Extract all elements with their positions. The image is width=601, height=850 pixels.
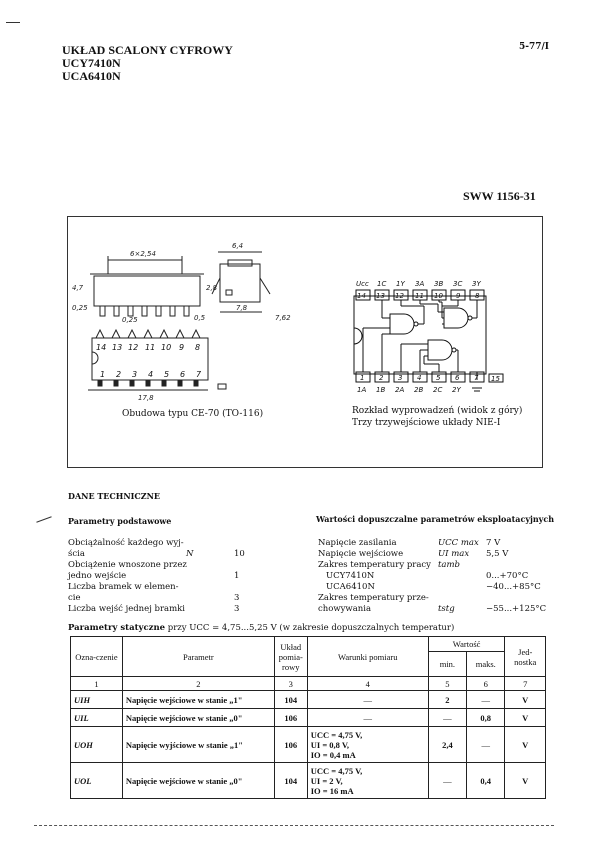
pin-label: 3A <box>415 280 425 288</box>
pin-label: Ucc <box>356 280 369 288</box>
dim-lead: 0,25 <box>122 316 138 324</box>
standard-number: SWW 1156-31 <box>463 189 536 203</box>
pin-number: 4 <box>417 374 422 382</box>
pin-number: 7 <box>474 374 479 382</box>
col-header-min: min. <box>428 652 466 677</box>
pkg-pin-label: 10 <box>161 343 172 352</box>
pkg-pin-label: 13 <box>112 343 123 352</box>
dim-inner: 7,8 <box>236 304 248 312</box>
table-row: UOH Napięcie wyjściowe w stanie „1" 106 UCC = 4,75 V, UI = 0,8 V, IO = 0,4 mA 2,4 — V <box>71 727 546 763</box>
footer-rule <box>34 825 554 827</box>
table-row: UOL Napięcie wejściowe w stanie „0" 104 UCC = 4,75 V, UI = 2 V, IO = 16 mA — 0,4 V <box>71 763 546 799</box>
pin-number: 12 <box>395 292 404 300</box>
pin-number: 8 <box>475 292 480 300</box>
col-header-unit: Jed-nostka <box>505 637 546 677</box>
package-drawing <box>70 238 330 408</box>
pin-number: 1 <box>360 374 365 382</box>
limit-row: Napięcie wejściowe UI max 5,5 V <box>318 549 509 559</box>
param-row: Liczba bramek w elemen- cie 3 <box>68 582 240 603</box>
pin-number: 15 <box>491 375 500 383</box>
pkg-pin-label: 4 <box>148 370 154 379</box>
pkg-pin-label: 6 <box>180 370 186 379</box>
pin-number: 9 <box>456 292 461 300</box>
dim-row: 7,62 <box>275 314 291 322</box>
dim-pitch: 6×2,54 <box>130 250 156 258</box>
dim-width: 6,4 <box>232 242 244 250</box>
tech-heading: DANE TECHNICZNE <box>68 491 160 501</box>
pin-number: 10 <box>434 292 443 300</box>
pin-label: 2C <box>433 386 443 394</box>
pkg-pin-label: 9 <box>179 343 185 352</box>
limit-row: chowywania tstg −55...+125°C <box>318 604 547 614</box>
pinout-caption-1: Rozkład wyprowadzeń (widok z góry) <box>352 406 523 416</box>
limit-row: UCY7410N 0...+70°C <box>326 571 529 581</box>
pin-label: 2A <box>395 386 405 394</box>
pin-number: 13 <box>376 292 385 300</box>
dim-pin: 0,5 <box>194 314 206 322</box>
small-box-mark <box>218 384 226 389</box>
limit-row: Zakres temperatury pracy tamb <box>318 560 460 570</box>
col-header-value: Wartość <box>428 637 505 652</box>
limit-row: UCA6410N −40...+85°C <box>326 582 541 592</box>
corner-mark <box>6 22 20 23</box>
limits-heading: Wartości dopuszczalne parametrów eksploatacyjnych <box>316 514 555 524</box>
column-numbers: 1 2 3 4 5 6 7 <box>71 677 546 691</box>
pkg-pin-label: 1 <box>100 370 106 379</box>
dim-body: 0,25 <box>72 304 88 312</box>
param-row: Obciążenie wnoszone przez jedno wejście 1 <box>68 560 240 581</box>
dim-h2: 2,8 <box>206 284 218 292</box>
pin-number: 3 <box>398 374 403 382</box>
col-header-param: Parametr <box>122 637 274 677</box>
pkg-pin-label: 12 <box>128 343 139 352</box>
pin-label: 3Y <box>472 280 481 288</box>
limit-params <box>318 538 548 615</box>
limit-row: Napięcie zasilania UCC max 7 V <box>318 538 501 548</box>
param-row: Liczba wejść jednej bramki 3 <box>68 604 240 614</box>
pkg-pin-label: 14 <box>96 343 107 352</box>
table-row: UIL Napięcie wejściowe w stanie „0" 106 — — 0,8 V <box>71 709 546 727</box>
title-line-3: UCA6410N <box>62 69 121 83</box>
pin-label: 2B <box>414 386 424 394</box>
pin-number: 6 <box>455 374 460 382</box>
pin-label: 3B <box>434 280 444 288</box>
col-header-conditions: Warunki pomiaru <box>307 637 428 677</box>
page-code: 5-77/I <box>519 42 550 52</box>
pin-label: 1A <box>357 386 367 394</box>
pin-number: 5 <box>436 374 441 382</box>
col-header-max: maks. <box>467 652 505 677</box>
pkg-pin-label: 11 <box>145 343 156 352</box>
title-line-2: UCY7410N <box>62 56 121 70</box>
title-line-1: UKŁAD SCALONY CYFROWY <box>62 43 233 57</box>
pkg-pin-label: 8 <box>195 343 201 352</box>
pin-number: 2 <box>379 374 384 382</box>
pin-number: 14 <box>357 292 366 300</box>
static-params-table <box>70 636 546 799</box>
pin-label: 2Y <box>452 386 461 394</box>
pin-label: 1Y <box>396 280 405 288</box>
pkg-pin-label: 7 <box>196 370 202 379</box>
pin-label: 1B <box>376 386 386 394</box>
package-caption: Obudowa typu CE-70 (TO-116) <box>122 409 264 419</box>
dim-length: 17,8 <box>138 394 154 402</box>
top-view-bottom-leads <box>98 380 198 386</box>
dim-h1: 4,7 <box>72 284 84 292</box>
pkg-pin-label: 5 <box>164 370 170 379</box>
pin-number: 11 <box>415 292 424 300</box>
top-view-top-leads <box>96 330 200 338</box>
basic-params <box>68 538 288 615</box>
side-view-leads <box>100 306 189 316</box>
table-row: UIH Napięcie wejściowe w stanie „1" 104 — 2 — V <box>71 691 546 709</box>
static-caption: Parametry statyczne przy UCC = 4,75...5,25 V (w zakresie dopuszczalnych temperatur) <box>68 623 455 633</box>
pinout-caption-2: Trzy trzywejściowe układy NIE-I <box>352 418 501 428</box>
col-header-circuit: Układ pomia-rowy <box>274 637 307 677</box>
pkg-pin-label: 2 <box>116 370 122 379</box>
pin-label: 3C <box>453 280 463 288</box>
pinout-diagram <box>346 276 526 396</box>
pkg-pin-label: 3 <box>132 370 138 379</box>
margin-hook <box>36 516 51 522</box>
pin-label: 1C <box>377 280 387 288</box>
col-header-symbol: Ozna-czenie <box>71 637 123 677</box>
basic-heading: Parametry podstawowe <box>68 516 172 526</box>
limit-row: Zakres temperatury prze- <box>318 593 429 603</box>
param-row: Obciążalność każdego wyj- ścia N 10 <box>68 538 245 559</box>
